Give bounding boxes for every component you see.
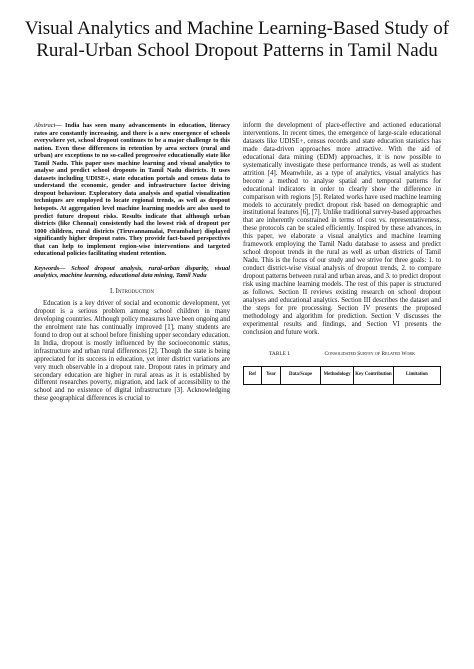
keywords-label: Keywords — [34, 264, 60, 272]
section-number: I. — [109, 287, 114, 295]
table-title: Consolidated Survey of Related Work — [324, 350, 415, 357]
table-header-cell: Year — [261, 366, 281, 384]
keywords-text: — School dropout analysis, rural-urban disparity, visual analytics, machine learning, educational data mining, Tamil Nadu — [34, 264, 230, 280]
table-header-cell: Methodology — [320, 366, 353, 384]
table-number: TABLE I. — [269, 350, 291, 357]
table-header-cell: Limitation — [393, 366, 440, 384]
keywords — [34, 265, 230, 280]
intro-paragraph: Education is a key driver of social and economic development, yet dropout is a serious problem among school children in many developing countries. Although policy measures have been ongoing and the enrolment rate has continually improved [1], many students are found to drop out at school before finishing upper secondary education. In India, dropout is mostly influenced by the socioeconomic status, infrastructure and urban rural differences [2]. Though the state is being appreciated for its success in education, yet inter district variations are very much observable in a dropout rate. Dropout rates in primary and secondary education are higher in rural areas as it is established by different researches poverty, migration, and lack of accessibility to the school and no existence of digital infrastructure [3]. Acknowledging these geographical differences is crucial to — [34, 299, 230, 403]
section-title: Introduction — [115, 287, 155, 295]
intro-paragraph-continued: inform the development of place-effective and actioned educational interventions. In recent times, the emergence of large-scale educational datasets like UDISE+, census records and state education statistics has made data-driven approaches more attractive. With the aid of educational data mining (EDM) approaches, it is now possible to systematically investigate these performance trends, as well as student attrition [4]. Meanwhile, as a type of analytics, visual analytics has become a method to analyse spatial and temporal patterns for educational indicators in order to clearly show the difference in comparison with regions [5]. Related works have used machine learning models to accurately predict dropout risk based on demographic and institutional features [6], [7]. Unlike traditional survey-based approaches that are inherently constrained in terms of cost vs. representativeness, these protocols can be scaled efficiently. Inspired by these advances, in this paper, we elaborate a visual analytics and machine learning framework employing the Tamil Nadu database to assess and predict school dropout trends in the rural as well as urban districts of Tamil Nadu. This is the focus of our study and we strive for three goals: 1. to conduct district-wise visual analysis of dropout trends, 2. to compare dropout patterns between rural and urban areas, and 3. to predict dropout risk using machine learning models. The rest of this paper is structured as follows. Section II reviews existing research on school dropout analyses and educational analytics. Section III describes the dataset and the steps for pre processing. Section IV presents the proposed methodology and algorithm for prediction. Section V discusses the experimental results and findings, and Section VI presents the conclusion and future work. — [243, 122, 441, 336]
section-heading-introduction — [34, 288, 230, 296]
paper-title: Visual Analytics and Machine Learning-Based Study of Rural-Urban School Dropout Patterns in Tamil Nadu — [24, 18, 450, 61]
left-column — [34, 122, 230, 403]
table-header-cell: Data/Scope — [281, 366, 320, 384]
abstract-label: Abstract — [34, 122, 56, 129]
abstract — [34, 122, 230, 258]
table-header-row — [244, 366, 441, 384]
table-header-cell: Ref — [244, 366, 262, 384]
abstract-text: — India has seen many advancements in education, literacy rates are constantly increasing, and there is a new emergence of schools everywhere yet, school dropout continues to be a major challenge to this nation. Even these differences in retention by area sectors (rural and urban) are exceptions to no so-called progressive educationally state like Tamil Nadu. This paper uses machine learning and visual analytics to analyse and predict school dropouts in Tamil Nadu districts. It uses datasets including UDISE+, state education portals and census data to understand the economic, gender and infrastructure factor driving dropout behaviour. Exploratory data analysis and spatial visualization techniques are employed to locate regional trends, as well as dropout hotspots. At aggregation level machine learning models are also used to predict future dropout risks. Results indicate that although urban districts (like Chennai) consistently had the lowest risk of dropout per 1000 children, rural districts (Tiruvannamalai, Perambalur) displayed significantly higher dropout rates. They provide fact-based perspectives that can help to implement region-wise interventions and targeted educational policies facilitating student retention. — [34, 122, 230, 258]
table-caption — [243, 351, 441, 358]
right-column — [243, 122, 441, 385]
related-work-table — [243, 366, 441, 385]
table-header-cell: Key Contribution — [354, 366, 393, 384]
